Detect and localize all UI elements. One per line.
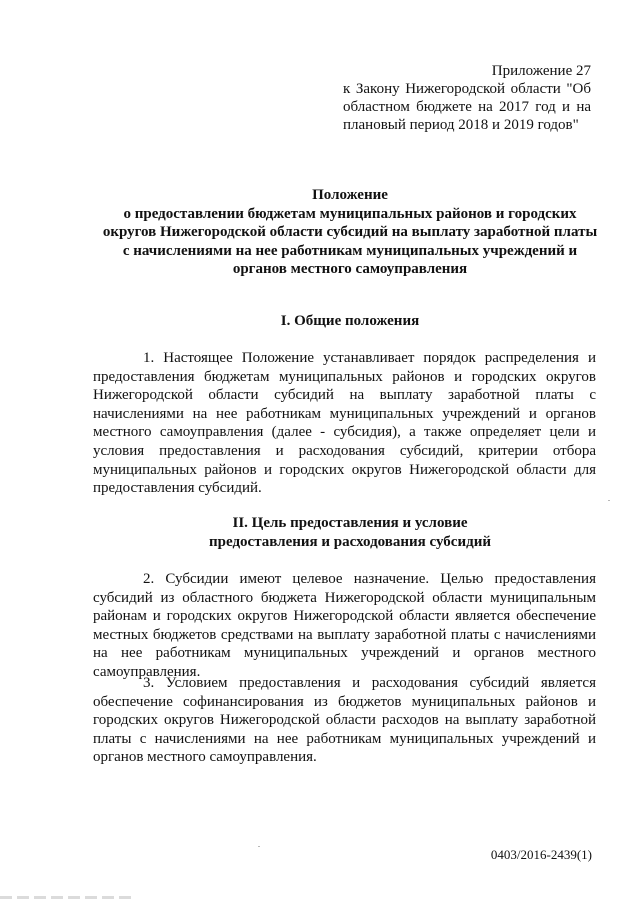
- scan-speck: [608, 500, 610, 501]
- paragraph-2: 2. Субсидии имеют целевое назначение. Целью предоставления субсидий из областного бюджета Нижегородской области муниципальным районам и городских округов Нижегородской области является обеспечение местных бюджетов средствами на выплату заработной платы с начислениями на нее работникам муниципальных учреждений и органов местного самоуправления.: [93, 571, 596, 680]
- document-number: 0403/2016-2439(1): [490, 847, 592, 862]
- scan-artifact: [0, 896, 200, 902]
- appendix-reference: [343, 62, 591, 134]
- title-subheading: о предоставлении бюджетам муниципальных районов и городских округов Нижегородской области субсидий на выплату заработной платы с начислениями на нее работникам муниципальных учреждений и органов местного самоуправления: [102, 205, 598, 277]
- section-2-heading-line2: предоставления и расходования субсидий: [209, 534, 491, 550]
- scan-speck: [258, 846, 260, 847]
- section-2-heading-line1: II. Цель предоставления и условие: [232, 515, 468, 531]
- appendix-text: к Закону Нижегородской области "Об областном бюджете на 2017 год и на плановый период 2018 и 2019 годов": [343, 81, 591, 133]
- document-title: [100, 186, 600, 279]
- section-2-heading: [100, 514, 600, 552]
- paragraph-3: 3. Условием предоставления и расходования субсидий является обеспечение софинансирования из бюджетов муниципальных районов и городских округов Нижегородской области расходов на выплату заработной платы с начислениями на нее работникам муниципальных учреждений и органов местного самоуправления.: [93, 675, 596, 766]
- title-heading: Положение: [312, 187, 388, 203]
- section-1-heading: I. Общие положения: [280, 313, 420, 329]
- appendix-number: Приложение 27: [491, 63, 591, 79]
- paragraph-1: 1. Настоящее Положение устанавливает порядок распределения и предоставления бюджетам муниципальных районов и городских округов Нижегородской области субсидий на выплату заработной платы с начислениями на нее работникам муниципальных учреждений и органов местного самоуправления (далее - субсидия), а также определяет цели и условия предоставления и расходования субсидий, критерии отбора муниципальных районов и городских округов Нижегородской области для предоставления субсидий.: [93, 350, 596, 497]
